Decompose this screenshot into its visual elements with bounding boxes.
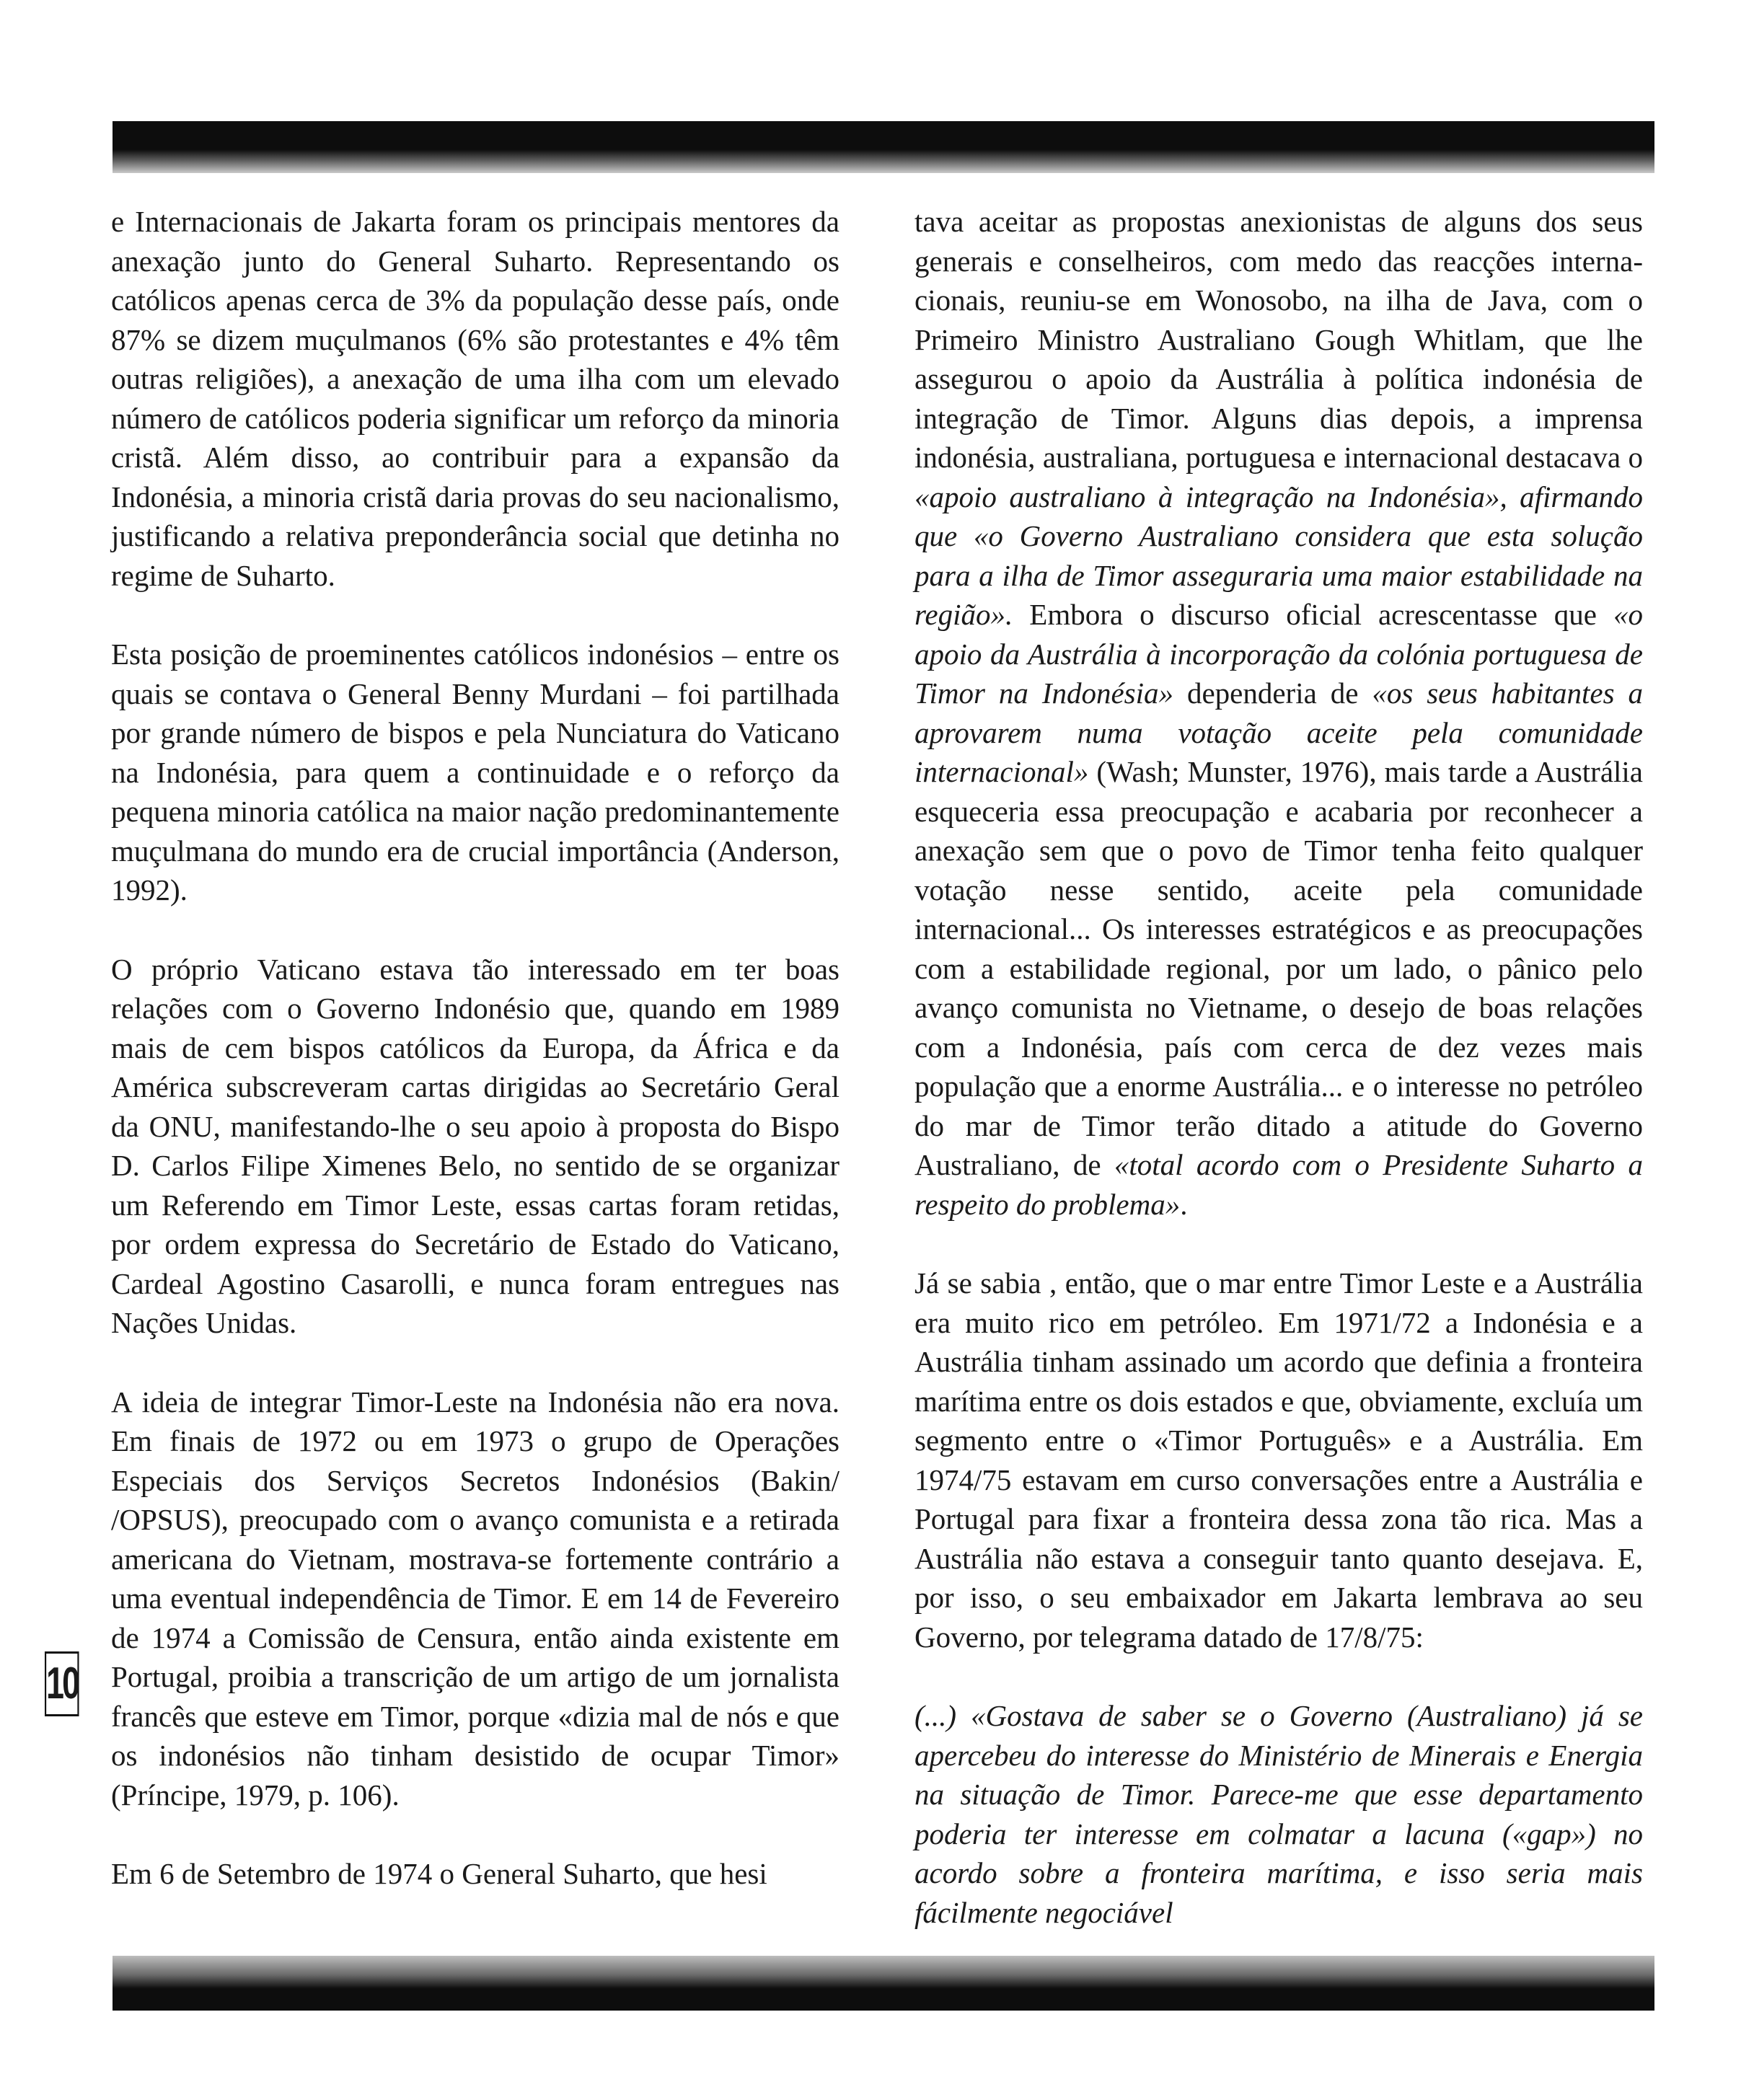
- left-column: [111, 202, 839, 1894]
- paragraph: Já se sabia , então, que o mar entre Timor Leste e a Austrália era muito rico em petróleo. Em 1971/72 a Indonésia e a Austrália tinham assinado um acordo que definia a fronteira marítima entre os dois estados e que, obviamente, excluía um segmento entre o «Timor Português» e a Austrália. Em 1974/75 estavam em curso conversações entre a Austrália e Portugal para fixar a fronteira dessa zona tão rica. Mas a Austrália não estava a conseguir tanto quanto desejava. E, por isso, o seu embaixador em Jakarta lembrava ao seu Governo, por telegrama datado de 17/8/75:: [915, 1266, 1643, 1654]
- block-quote: (...) «Gostava de saber se o Governo (Australiano) já se apercebeu do interesse do Ministério de Minerais e Energia na situação de Timor. Parece-me que esse departamento poderia ter interesse em colmatar a lacuna («gap») no acordo sobre a fronteira marítima, e isso seria mais fácilmente negociável: [915, 1699, 1643, 1929]
- quote-run: «total acordo com o Presidente Suharto a respeito do problema»: [915, 1148, 1643, 1221]
- text-run: dependeria de: [1173, 676, 1372, 710]
- paragraph: Esta posição de proeminentes católicos indonésios – entre os quais se contava o General Benny Murdani – foi partilhada por grande número de bispos e pela Nunciatura do Vaticano na Indonésia, para quem a continuidade e o reforço da pequena minoria católica na maior nação predominantemente muçulmana do mundo era de crucial importância (Anderson, 1992).: [111, 638, 839, 906]
- top-decorative-band: [113, 121, 1654, 173]
- paragraph: A ideia de integrar Timor-Leste na Indonésia não era nova. Em finais de 1972 ou em 1973 o grupo de Operações Especiais dos Serviços Secretos Indonésios (Bakin/ /OPSUS), preocupado com o avanço comunista e a retirada americana do Vietnam, mostrava-se fortemente contrário a uma eventual independência de Timor. E em 14 de Fevereiro de 1974 a Comissão de Censura, então ainda existente em Portugal, proibia a transcrição de um artigo de um jornalista francês que esteve em Timor, porque «dizia mal de nós e que os indonésios não tinham desistido de ocupar Timor» (Príncipe, 1979, p. 106).: [111, 1385, 839, 1812]
- text-run: (Wash; Munster, 1976), mais tarde a Austrália esqueceria essa preocupação e acabaria por reconhecer a anexação sem que o povo de Timor tenha feito qualquer votação nesse sentido, aceite pela comunidade internacional... Os interesses estratégicos e as preocupações com a estabilidade regional, por um lado, o pânico pelo avanço comunista no Vietname, o desejo de boas relações com a Indonésia, país com cerca de dez vezes mais população que a enorme Austrália... e o interesse no petróleo do mar de Timor terão ditado a atitude do Governo Australiano, de: [915, 755, 1643, 1181]
- quote-run: «os seus habitantes a aprovarem numa votação aceite pela comunidade internacional»: [915, 676, 1643, 788]
- page-number: 10: [45, 1651, 79, 1716]
- quote-run: «o apoio da Austrália à incorporação da colónia portuguesa de Timor na Indonésia»: [915, 598, 1643, 710]
- paragraph: Em 6 de Setembro de 1974 o General Suharto, que hesi: [111, 1857, 767, 1890]
- right-column: [915, 202, 1643, 1932]
- text-run: tava aceitar as propostas anexionistas de alguns dos seus generais e conselheiros, com medo das reacções internacionais, reuniu-se em Wonosobo, na ilha de Java, com o Primeiro Ministro Australiano Gough Whitlam, que lhe assegurou o apoio da Austrália à política indonésia de integração de Timor. Alguns dias depois, a imprensa indonésia, australiana, portuguesa e internacional destacava o: [915, 205, 1643, 474]
- text-run: Embora o discurso oficial acrescentasse que: [1013, 598, 1613, 631]
- paragraph: O próprio Vaticano estava tão interessado em ter boas relações com o Governo Indonésio que, quando em 1989 mais de cem bispos católicos da Europa, da África e da América subscreveram cartas dirigidas ao Secretário Geral da ONU, manifestando-lhe o seu apoio à proposta do Bispo D. Carlos Filipe Ximenes Belo, no sentido de se organizar um Referendo em Timor Leste, essas cartas foram retidas, por ordem expressa do Secretário de Estado do Vaticano, Cardeal Agostino Casarolli, e nunca foram entregues nas Nações Unidas.: [111, 952, 839, 1339]
- quote-run: «apoio australiano à integração na Indonésia», afirmando que «o Governo Australiano considera que esta solução para a ilha de Timor asseguraria uma maior estabilidade na região».: [915, 480, 1643, 631]
- bottom-decorative-band: [113, 1956, 1654, 2011]
- paragraph: [915, 202, 1643, 1224]
- paragraph: e Internacionais de Jakarta foram os principais mentores da anexação junto do General Suharto. Representando os católicos apenas cerca de 3% da população desse país, onde 87% se dizem muçulmanos (6% são protestantes e 4% têm outras religiões), a anexação de uma ilha com um elevado número de católicos poderia significar um reforço da minoria cristã. Além disso, ao contribuir para a expansão da Indonésia, a minoria cristã daria provas do seu nacionalismo, justificando a relativa preponderância social que detinha no regime de Suharto.: [111, 205, 839, 592]
- text-run: .: [1180, 1187, 1188, 1221]
